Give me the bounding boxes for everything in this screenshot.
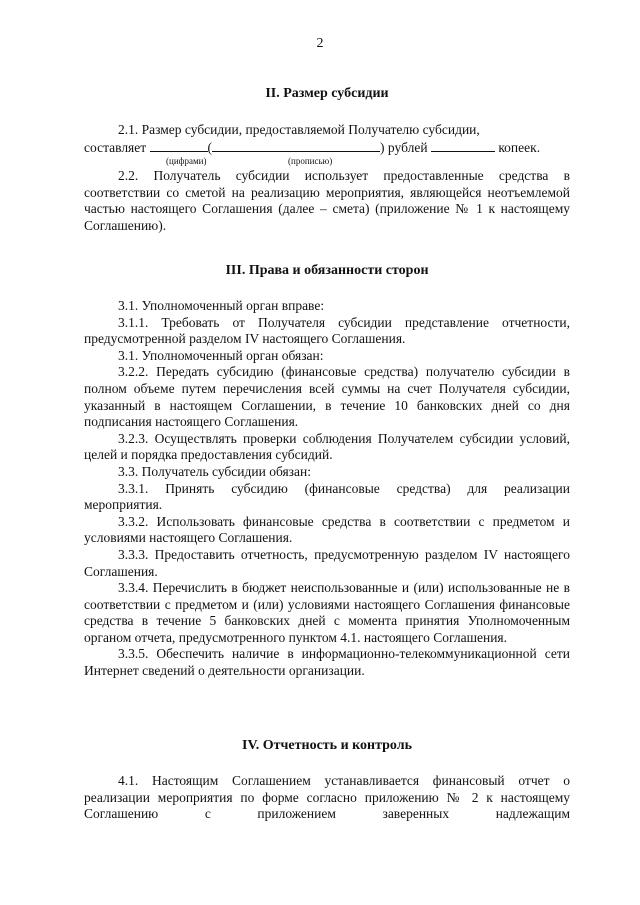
section-3-body [84, 298, 570, 680]
clause-3-1-obligations: 3.1. Уполномоченный орган обязан: [118, 347, 324, 363]
caption-words: (прописью) [288, 156, 333, 167]
page-number: 2 [316, 36, 324, 51]
clause-3-3: 3.3. Получатель субсидии обязан: [118, 463, 311, 479]
section-4-body [84, 773, 570, 823]
open-paren: ( [207, 139, 213, 155]
clause-4-1: 4.1. Настоящим Соглашением устанавливается финансовый отчет о реализации мероприятия по форме согласно приложению № 2 к настоящему Соглашению с приложением заверенных надлежащим [84, 773, 570, 822]
rubles-label: рублей [387, 139, 428, 155]
clause-3-2-3: 3.2.3. Осуществлять проверки соблюдения Получателем субсидии условий, целей и порядка предоставления субсидий. [84, 430, 570, 463]
clause-3-3-2: 3.3.2. Использовать финансовые средства в соответствии с предметом и условиями настоящего Соглашения. [84, 513, 570, 546]
clause-3-1: 3.1. Уполномоченный орган вправе: [118, 298, 325, 313]
clause-3-3-1: 3.3.1. Принять субсидию (финансовые средства) для реализации мероприятия. [84, 480, 570, 513]
clause-2-1-line-2 [84, 139, 570, 157]
clause-3-3-3: 3.3.3. Предоставить отчетность, предусмотренную разделом IV настоящего Соглашения. [84, 546, 570, 579]
section-3-heading: III. Права и обязанности сторон [225, 263, 429, 278]
section-2-body [84, 122, 570, 235]
field-captions [84, 156, 570, 168]
section-4-heading: IV. Отчетность и контроль [242, 738, 412, 753]
clause-3-3-4: 3.3.4. Перечислить в бюджет неиспользованные и (или) использованные не в соответствии с предметом и (или) условиями настоящего Соглашения финансовые средства в течение 5 банковских дней с момента принятия Уполномоченным органом отчета, предусмотренного пунктом 4.1. настоящего Соглашения. [84, 580, 570, 645]
section-2-heading: II. Размер субсидии [265, 86, 389, 101]
amount-words-field[interactable] [212, 139, 380, 152]
clause-3-1-1: 3.1.1. Требовать от Получателя субсидии представление отчетности, предусмотренной разделом IV настоящего Соглашения. [84, 314, 570, 347]
amount-digits-field[interactable] [150, 139, 208, 152]
caption-digits: (цифрами) [166, 156, 207, 167]
clause-3-2-2: 3.2.2. Передать субсидию (финансовые средства) получателю субсидии в полном объеме путем перечисления всей суммы на счет Получателя субсидии, указанный в настоящем Соглашении, в течение 10 банковских дней со дня подписания настоящего Соглашения. [84, 364, 570, 430]
close-paren: ) [380, 139, 385, 155]
clause-2-1-text: 2.1. Размер субсидии, предоставляемой Получателю субсидии, [118, 122, 480, 137]
clause-2-2: 2.2. Получатель субсидии использует предоставленные средства в соответствии со сметой на реализацию мероприятия, являющейся неотъемлемой частью настоящего Соглашения (далее – смета) (приложение № 1 к настоящему Соглашению). [84, 168, 570, 233]
amount-prefix: составляет [84, 139, 147, 155]
kopecks-label: копеек. [498, 139, 541, 155]
kopecks-field[interactable] [431, 139, 495, 152]
clause-3-3-5: 3.3.5. Обеспечить наличие в информационно-телекоммуникационной сети Интернет сведений о деятельности организации. [84, 646, 570, 679]
clause-2-1-line-1 [84, 122, 570, 139]
